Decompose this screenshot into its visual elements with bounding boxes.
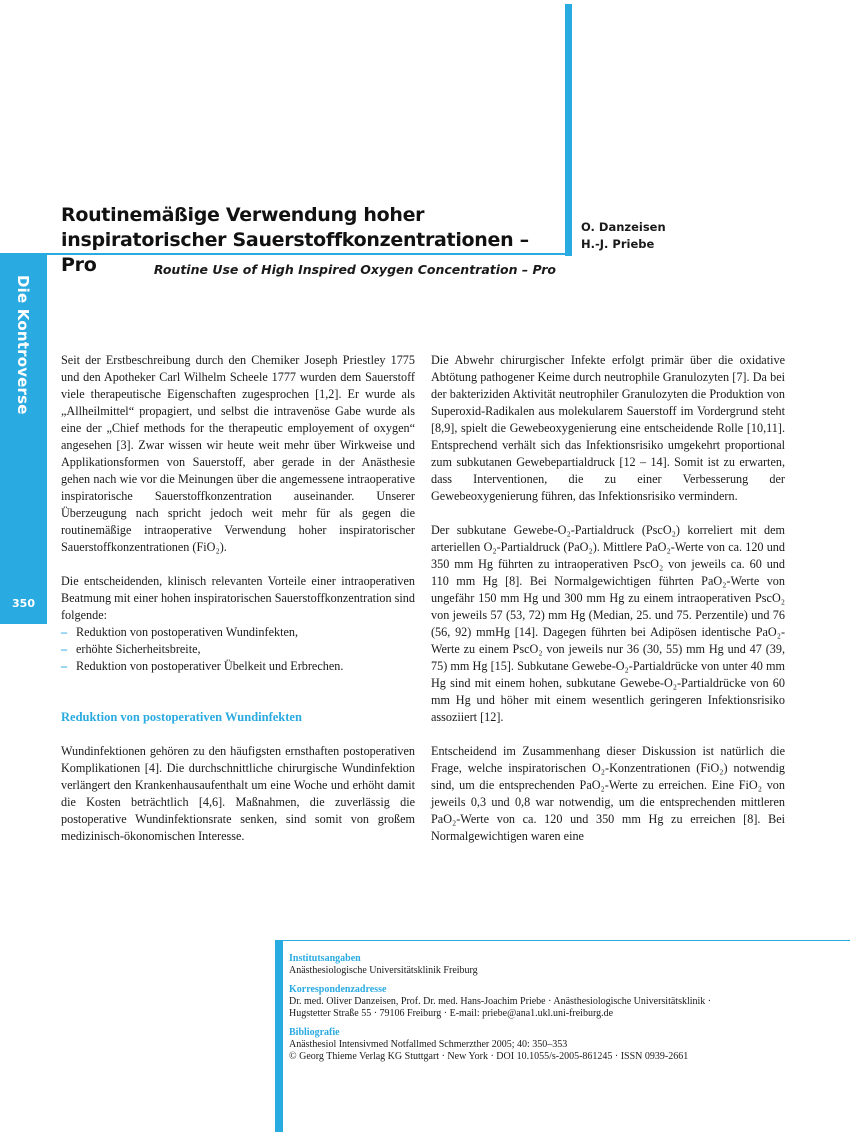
author-name: H.-J. Priebe — [581, 237, 655, 251]
correspondence-info — [289, 984, 839, 1020]
left-text-column — [61, 352, 415, 862]
info-label: Bibliografie — [289, 1027, 340, 1038]
bullet-dash: – — [61, 625, 68, 639]
section-label: Die Kontroverse — [14, 275, 32, 415]
author-list — [581, 219, 666, 253]
page-number: 350 — [12, 597, 35, 610]
info-label: Korrespondenzadresse — [289, 984, 387, 995]
paragraph: Die Abwehr chirurgischer Infekte erfolgt primär über die oxidative Abtötung pathogener Keime durch neutrophile Granulozyten [7]. Da bei der bakteriziden Aktivität neutrophiler Granulozyten die Produktion von Superoxid-Radikalen aus molekularem Sauerstoff im Vordergrund steht [8,9], spielt die Gewebeoxygenierung eine entscheidende Rolle [10,11]. Entsprechend verhält sich das Infektionsrisiko umgekehrt proportional zum subkutanen Gewebepartialdruck [12 – 14]. Somit ist zu erwarten, dass Interventionen, die zu einer Verbesserung der Gewebeoxygenierung führen, das Infektionsrisiko vermindern. — [431, 353, 785, 503]
list-item — [61, 641, 415, 658]
list-item-text: Reduktion von postoperativen Wundinfekten, — [76, 625, 299, 639]
paragraph: Seit der Erstbeschreibung durch den Chemiker Joseph Priestley 1775 und den Apotheker Carl Wilhelm Scheele 1777 wurden dem Sauerstoff viele therapeutische Eigenschaften zugesprochen [1,2]. Er wurde als „Allheilmittel“ propagiert, und selbst die intravenöse Gabe wurde als eine der „Chief methods for the therapeutic employement of oxygen“ angesehen [3]. Zwar wissen wir heute weit mehr über Wirkweise und Applikationsformen von Sauerstoff, aber gerade in der Anästhesie gehen nach wie vor die Meinungen über die angemessene intraoperative inspiratorische Sauerstoffkonzentration auseinander. Unserer Überzeugung nach spricht jedoch weit mehr für als gegen die routinemäßige intraoperative Verwendung hoher inspiratorischer Sauerstoffkonzentrationen (FiO₂). — [61, 353, 415, 554]
paragraph: Die entscheidenden, klinisch relevanten Vorteile einer intraoperativen Beatmung mit einer hohen inspiratorischen Sauerstoffkonzentration sind folgende: — [61, 574, 415, 622]
bullet-dash: – — [61, 642, 68, 656]
info-label: Institutsangaben — [289, 953, 361, 964]
author-name: O. Danzeisen — [581, 220, 666, 234]
list-item — [61, 624, 415, 641]
list-item-text: Reduktion von postoperativer Übelkeit und Erbrechen. — [76, 659, 344, 673]
section-side-tab — [0, 255, 47, 624]
info-text: © Georg Thieme Verlag KG Stuttgart · New York · DOI 10.1055/s-2005-861245 · ISSN 0939-2661 — [289, 1051, 689, 1062]
right-text-column — [431, 352, 785, 862]
info-text: Dr. med. Oliver Danzeisen, Prof. Dr. med. Hans-Joachim Priebe · Anästhesiologische Universitätsklinik · — [289, 996, 712, 1007]
top-vertical-accent-bar — [565, 4, 572, 256]
advantages-list — [61, 624, 415, 675]
paragraph: Der subkutane Gewebe-O₂-Partialdruck (PscO₂) korreliert mit dem arteriellen O₂-Partialdruck (PaO₂). Mittlere PaO₂-Werte von ca. 120 und 350 mm Hg führten zu intraoperativen PscO₂ von jeweils ca. 60 und 110 mm Hg [8]. Bei Normalgewichtigen führten PaO₂-Werte von ungefähr 150 mm Hg und 300 mm Hg zu einem intraoperativen PscO₂ von jeweils 57 (53, 72) mm Hg (Median, 25. und 75. Perzentile) und 76 (56, 92) mmHg [14]. Dagegen führten bei Adipösen identische PaO₂-Werte zu einem PscO₂ von jeweils nur 36 (30, 55) mm Hg und 47 (39, 75) mm Hg [15]. Subkutane Gewebe-O₂-Partialdrücke von unter 40 mm Hg sind mit einem hohen, subkutane Gewebe-O₂-Partialdrücke von 60 mm Hg und höher mit einem wesentlich geringeren Infektionsrisiko assoziiert [12]. — [431, 523, 785, 724]
list-item — [61, 658, 415, 675]
info-box-top-rule — [283, 940, 850, 941]
paragraph: Entscheidend im Zusammenhang dieser Diskussion ist natürlich die Frage, welche inspiratorischen O₂-Konzentrationen (FiO₂) notwendig sind, um die entsprechenden PaO₂-Werte zu erreichen. Eine FiO₂ von jeweils 0,3 und 0,8 war notwendig, um die entsprechenden mittleren PaO₂-Werte von ca. 120 und 350 mm Hg zu erreichen [8]. Bei Normalgewichtigen waren eine — [431, 744, 785, 843]
paragraph: Wundinfektionen gehören zu den häufigsten ernsthaften postoperativen Komplikationen [4]. Die durchschnittliche chirurgische Wundinfektion verlängert den Krankenhausaufenthalt um eine Woche und erhöht damit die Kosten beträchtlich [4,6]. Maßnahmen, die zuverlässig die postoperative Wundinfektionsrate senken, sind somit von großem medizinisch-ökonomischen Interesse. — [61, 744, 415, 843]
info-text: Anästhesiol Intensivmed Notfallmed Schmerzther 2005; 40: 350–353 — [289, 1039, 568, 1050]
bullet-dash: – — [61, 659, 68, 673]
info-text: Anästhesiologische Universitätsklinik Freiburg — [289, 965, 478, 976]
info-text: Hugstetter Straße 55 · 79106 Freiburg · E-mail: priebe@ana1.ukl.uni-freiburg.de — [289, 1008, 614, 1019]
article-title: Routinemäßige Verwendung hoher inspiratorischer Sauerstoffkonzentrationen – Pro — [61, 204, 529, 276]
list-item-text: erhöhte Sicherheitsbreite, — [76, 642, 201, 656]
info-box-accent-bar — [275, 940, 283, 1132]
bibliography-info — [289, 1027, 839, 1063]
article-info-box — [289, 953, 839, 1070]
institution-info — [289, 953, 839, 977]
english-title: Routine Use of High Inspired Oxygen Concentration – Pro — [153, 262, 556, 277]
section-heading: Reduktion von postoperativen Wundinfekten — [61, 710, 302, 724]
